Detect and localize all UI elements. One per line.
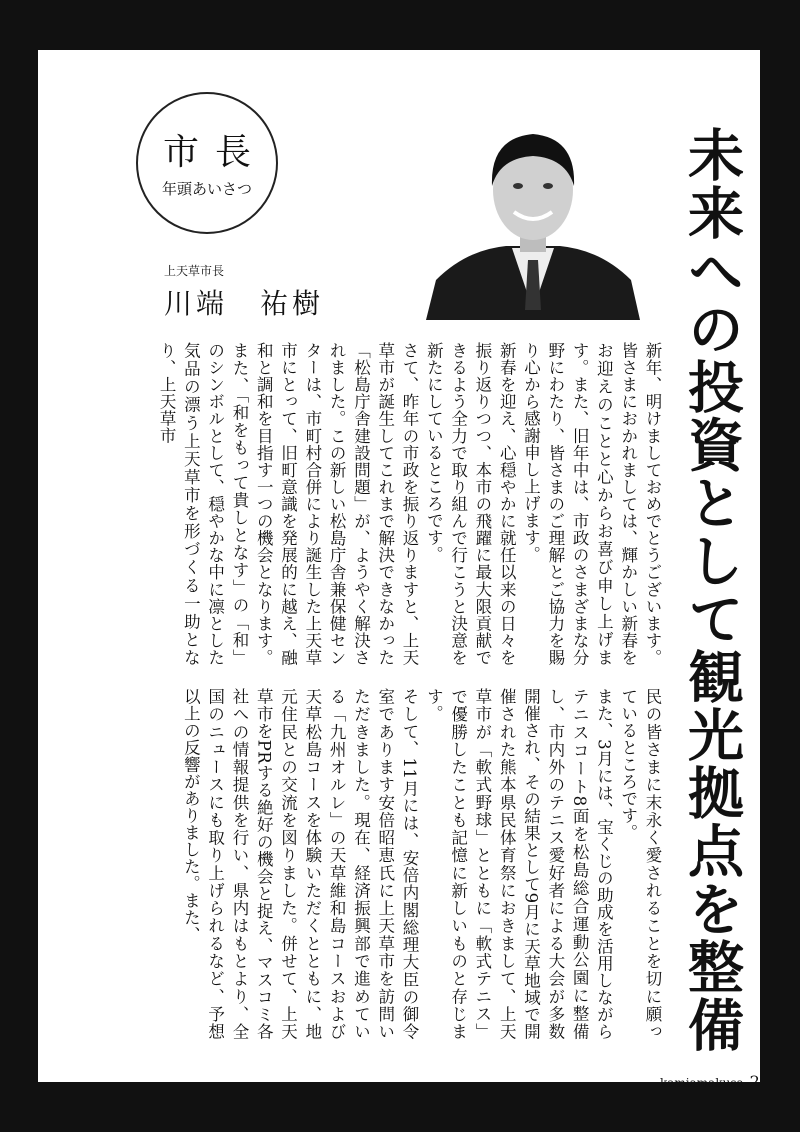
mayor-portrait <box>426 120 640 320</box>
column-upper <box>70 342 664 666</box>
author-role: 上天草市長 <box>164 264 225 278</box>
paragraph: 新年、明けましておめでとうございます。皆さまにおかれましては、輝かしい新春をお迎えのことと心からお喜び申し上げます。また、旧年中は、市政のさまざまな分野にわたり、皆さまのご理解とご協力を賜り心から感謝申し上げます。 <box>521 342 662 666</box>
paragraph: 民の皆さまに末永く愛されることを切に願っているところです。 <box>618 688 662 1040</box>
paragraph: さて、昨年の市政を振り返りますと、上天草市が誕生してこれまで解決できなかった「松島庁舎建設問題」が、ようやく解決されました。この新しい松島庁舎兼保健センターは、市町村合併により誕生した上天草市にとって、旧町意識を発展的に越え、融和と調和を目指す一つの機会となります。また、「和をもって貴しとなす」の「和」のシンボルとして、穏やかな中に凛とした気品の漂う上天草市を形づくる一助となり、上天草市 <box>157 342 420 666</box>
paragraph: そして、11月には、安倍内閣総理大臣の御令室であります安倍昭恵氏に上天草市を訪問いただきました。現在、経済振興部で進めている「九州オルレ」の天草維和島コースおよび天草松島コースを体験いただくとともに、地元住民との交流を図りました。併せて、上天草市をPRする絶好の機会と捉え、マスコミ各社への情報提供を行い、県内はもとより、全国のニュースにも取り上げられるなど、予想以上の反響がありました。また、 <box>181 688 420 1040</box>
author-name: 川端 祐樹 <box>164 287 325 320</box>
headline: 未来への投資として観光拠点を整備 <box>679 126 745 1054</box>
footer-brand: kamiamakusa <box>660 1076 744 1090</box>
mayor-badge <box>136 92 278 234</box>
page-number: 2 <box>749 1072 760 1091</box>
column-lower-left <box>70 688 664 1040</box>
paragraph: また、3月には、宝くじの助成を活用しながらテニスコート8面を松島総合運動公園に整備し、市内外のテニス愛好者による大会が多数開催され、その結果として9月に天草地域で開催された熊本県民体育祭におきまして、上天草市が「軟式野球」とともに「軟式テニス」で優勝したことも記憶に新しいものと存じます。 <box>424 688 614 1040</box>
badge-subtitle: 年頭あいさつ <box>161 180 252 198</box>
paragraph: 新春を迎え、心穏やかに就任以来の日々を振り返りつつ、本市の飛躍に最大限貢献できるよう全力で取り組んで行こうと決意を新たにしているところです。 <box>424 342 517 666</box>
page-footer <box>660 1072 760 1091</box>
badge-title: 市長 <box>162 132 267 173</box>
